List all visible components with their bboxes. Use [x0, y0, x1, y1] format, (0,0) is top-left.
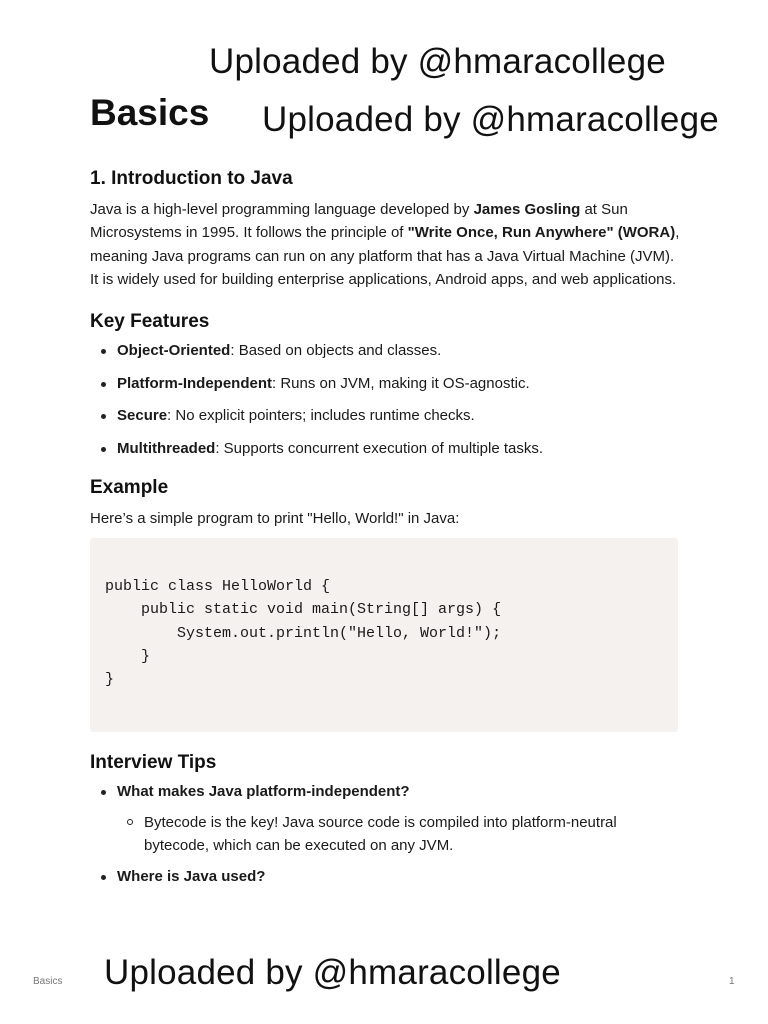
interview-tips-list [90, 782, 680, 802]
watermark-text: Uploaded by @hmaracollege [209, 42, 666, 81]
example-heading: Example [90, 476, 169, 498]
tip-question: Where is Java used? [117, 867, 266, 885]
code-block [90, 538, 678, 732]
feature-desc: : No explicit pointers; includes runtime checks. [167, 407, 475, 425]
feature-desc: : Runs on JVM, making it OS-agnostic. [272, 374, 530, 392]
list-item [90, 406, 680, 426]
key-features-list [90, 341, 680, 459]
interview-tips-heading: Interview Tips [90, 751, 217, 773]
feature-term: Multithreaded [117, 439, 216, 457]
intro-text: Java is a high-level programming language developed by [90, 201, 474, 218]
page-number: 1 [729, 976, 735, 987]
example-intro: Here’s a simple program to print "Hello, World!" in Java: [90, 509, 460, 527]
tip-question: What makes Java platform-independent? [117, 782, 410, 800]
tip-answer-list [90, 811, 680, 858]
list-item [90, 782, 680, 802]
feature-term: Secure [117, 407, 168, 425]
key-features-heading: Key Features [90, 311, 210, 333]
list-item [90, 341, 680, 361]
page-title: Basics [90, 92, 210, 133]
list-item: Bytecode is the key! Java source code is compiled into platform-neutral bytecode, which can be executed on any JVM. [90, 811, 680, 858]
feature-desc: : Supports concurrent execution of multiple tasks. [215, 439, 544, 457]
intro-text: at Sun Microsystems in 1995. It follows the principle of [90, 201, 628, 242]
section-heading: 1. Introduction to Java [90, 168, 293, 189]
feature-term: Object-Oriented [117, 342, 231, 360]
intro-bold-name: James Gosling [473, 201, 581, 218]
feature-term: Platform-Independent [117, 374, 273, 392]
code-text: public class HelloWorld { public static void main(String[] args) { System.out.println("Hello, World!"); } } [105, 577, 502, 689]
intro-text: , meaning Java programs can run on any platform that has a Java Virtual Machine (JVM). It is widely used for building enterprise applications, Android apps, and web applications. [90, 224, 680, 288]
list-item [90, 374, 680, 394]
intro-bold-principle: "Write Once, Run Anywhere" (WORA) [407, 224, 676, 242]
footer-title: Basics [33, 976, 63, 987]
list-item [90, 439, 680, 459]
list-item [90, 867, 680, 887]
watermark-text: Uploaded by @hmaracollege [104, 953, 561, 992]
intro-paragraph [90, 198, 680, 291]
watermark-text: Uploaded by @hmaracollege [262, 100, 719, 139]
document-content [90, 168, 680, 899]
interview-tips-list [90, 867, 680, 887]
feature-desc: : Based on objects and classes. [230, 342, 442, 360]
